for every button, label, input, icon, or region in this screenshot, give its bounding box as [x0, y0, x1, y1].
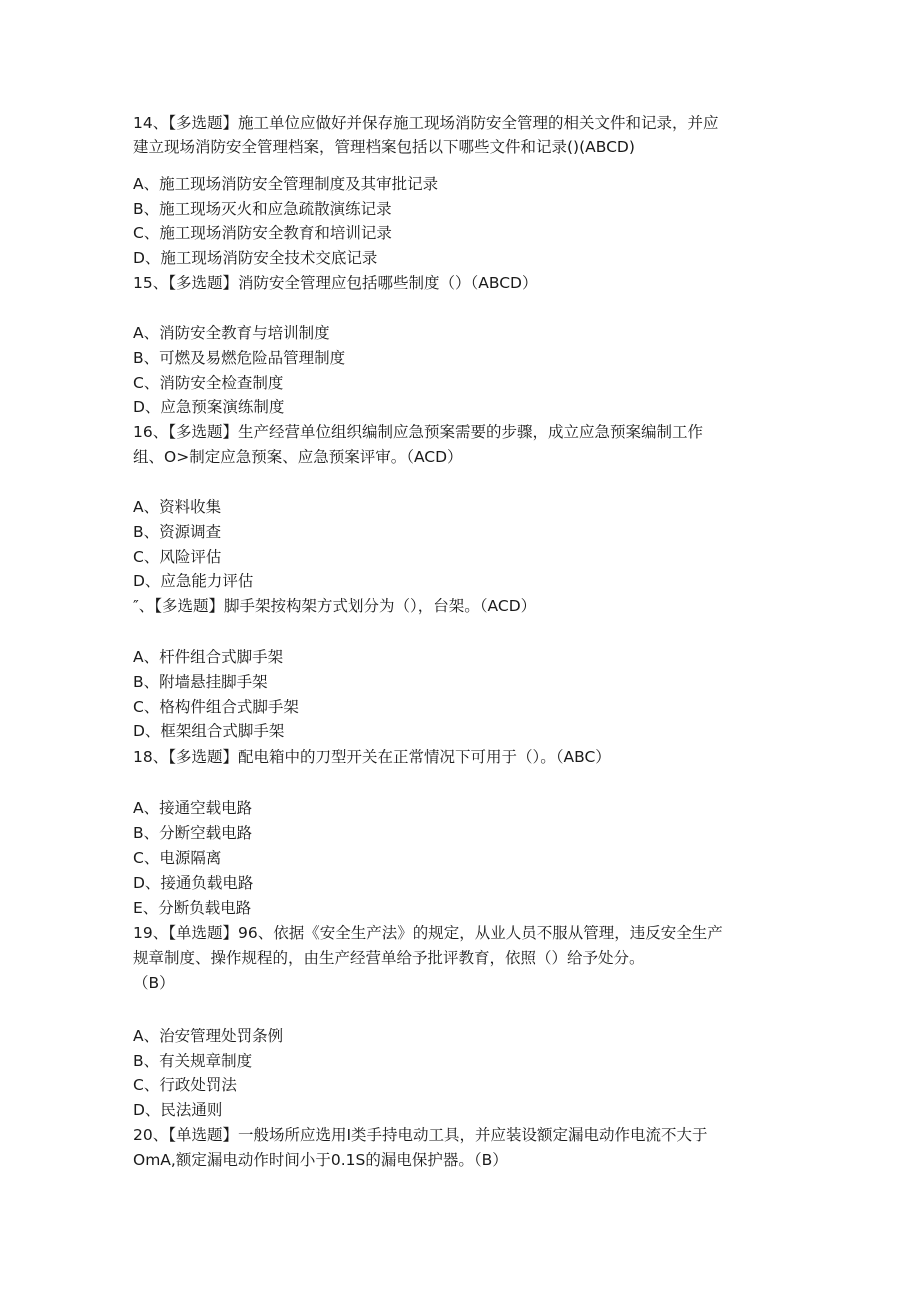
question-17-option-a: A、杆件组合式脚手架 [133, 648, 284, 666]
question-14-stem-line-1: 14、【多选题】施工单位应做好并保存施工现场消防安全管理的相关文件和记录，并应 [133, 114, 719, 132]
question-19-option-a: A、治安管理处罚条例 [133, 1027, 284, 1045]
question-14-option-b: B、施工现场灭火和应急疏散演练记录 [133, 200, 392, 218]
question-16-option-d: D、应急能力评估 [133, 572, 254, 590]
question-18-option-a: A、接通空载电路 [133, 799, 253, 817]
question-17-option-c: C、格构件组合式脚手架 [133, 698, 299, 716]
question-19-option-b: B、有关规章制度 [133, 1052, 253, 1070]
question-18-option-c: C、电源隔离 [133, 849, 222, 867]
question-17-option-d: D、框架组合式脚手架 [133, 722, 285, 740]
question-18-option-d: D、接通负载电路 [133, 874, 254, 892]
question-19-option-d: D、民法通则 [133, 1101, 223, 1119]
question-20-stem-line-2: OmA,额定漏电动作时间小于0.1S的漏电保护器。（B） [133, 1151, 508, 1169]
question-19-stem-line-2: 规章制度、操作规程的，由生产经营单给予批评教育，依照（）给予处分。 [133, 949, 645, 967]
question-16-option-c: C、风险评估 [133, 548, 222, 566]
question-15-option-d: D、应急预案演练制度 [133, 398, 285, 416]
question-16-option-a: A、资料收集 [133, 498, 222, 516]
question-15-option-b: B、可燃及易燃危险品管理制度 [133, 349, 346, 367]
question-14-option-c: C、施工现场消防安全教育和培训记录 [133, 224, 392, 242]
question-18-option-b: B、分断空载电路 [133, 824, 253, 842]
question-17-stem-line-1: ″、【多选题】脚手架按构架方式划分为（），台架。（ACD） [133, 597, 537, 615]
question-16-stem-line-1: 16、【多选题】生产经营单位组织编制应急预案需要的步骤，成立应急预案编制工作 [133, 423, 703, 441]
question-19-stem-line-3: （B） [133, 974, 175, 992]
question-18-stem-line-1: 18、【多选题】配电箱中的刀型开关在正常情况下可用于（）。（ABC） [133, 748, 611, 766]
question-19-option-c: C、行政处罚法 [133, 1076, 237, 1094]
question-15-stem-line-1: 15、【多选题】消防安全管理应包括哪些制度（）（ABCD） [133, 274, 538, 292]
question-18-option-e: E、分断负载电路 [133, 899, 252, 917]
question-14-option-d: D、施工现场消防安全技术交底记录 [133, 249, 378, 267]
question-15-option-a: A、消防安全教育与培训制度 [133, 324, 330, 342]
question-15-option-c: C、消防安全检查制度 [133, 374, 284, 392]
question-17-option-b: B、附墙悬挂脚手架 [133, 673, 268, 691]
question-16-stem-line-2: 组、O>制定应急预案、应急预案评审。（ACD） [133, 448, 463, 466]
question-16-option-b: B、资源调查 [133, 523, 222, 541]
question-19-stem-line-1: 19、【单选题】96、依据《安全生产法》的规定，从业人员不服从管理，违反安全生产 [133, 924, 723, 942]
question-20-stem-line-1: 20、【单选题】一般场所应选用Ⅰ类手持电动工具，并应装设额定漏电动作电流不大于 [133, 1126, 708, 1144]
question-14-stem-line-2: 建立现场消防安全管理档案，管理档案包括以下哪些文件和记录()(ABCD) [133, 138, 635, 156]
question-14-option-a: A、施工现场消防安全管理制度及其审批记录 [133, 175, 439, 193]
